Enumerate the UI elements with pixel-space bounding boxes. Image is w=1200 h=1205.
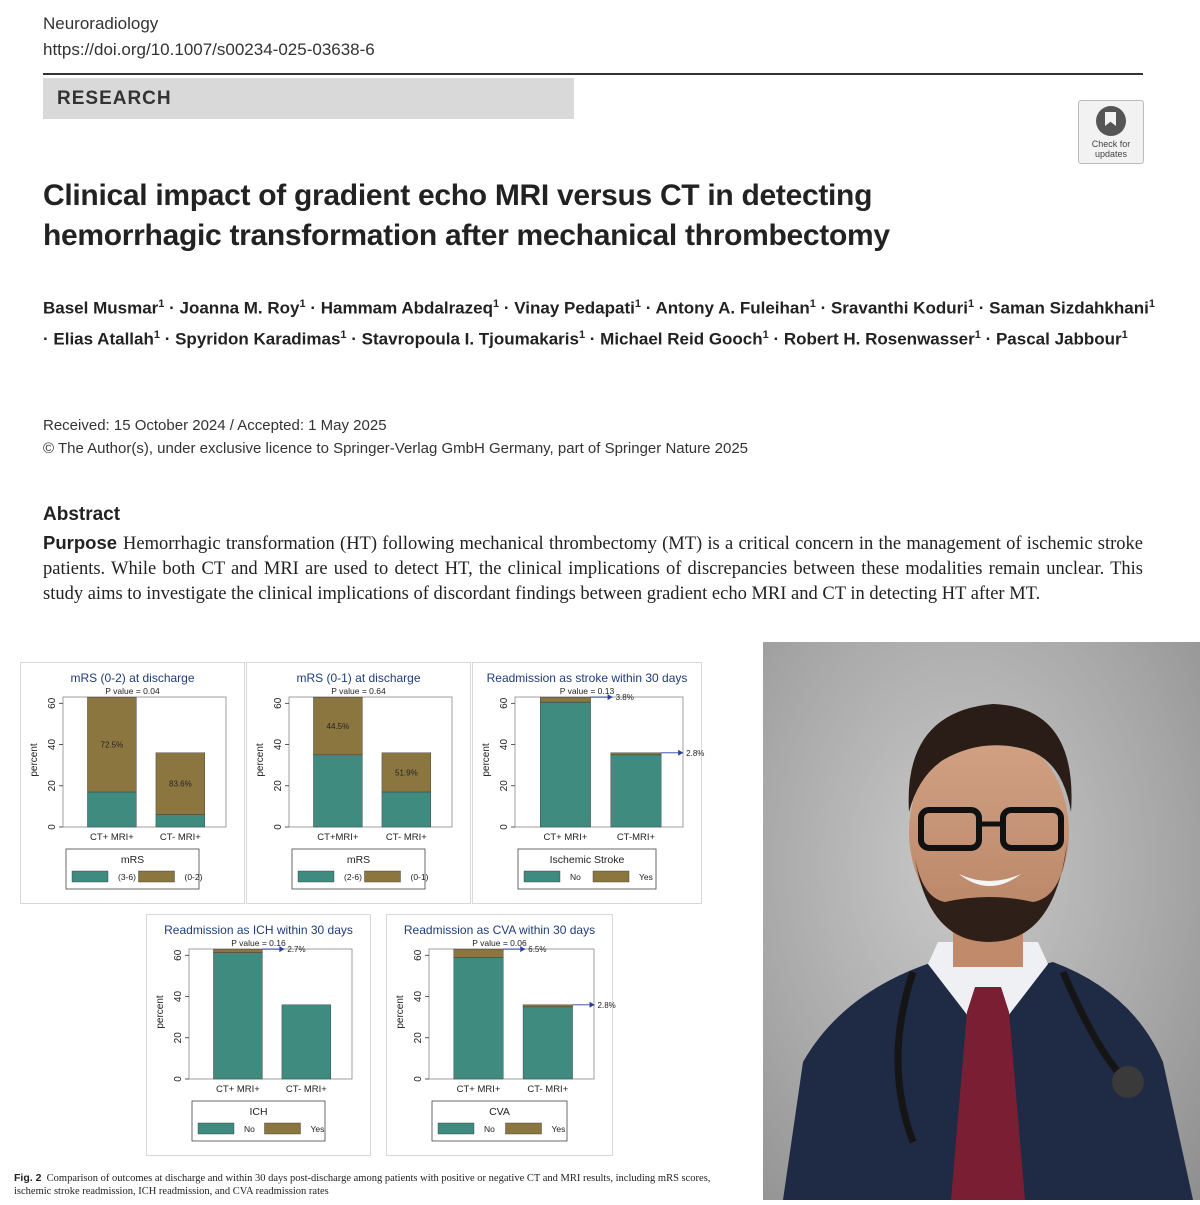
chart-cva-readmission — [387, 915, 616, 1155]
author-name: Robert H. Rosenwasser — [783, 329, 975, 349]
legend-label: (2-6) — [344, 872, 362, 882]
copyright-notice: © The Author(s), under exclusive licence to Springer-Verlag GmbH Germany, part of Springer Nature 2025 — [43, 440, 748, 457]
y-tick-label: 20 — [413, 1032, 424, 1044]
legend-swatch — [298, 871, 334, 882]
author-separator: · — [43, 329, 54, 349]
bar-No-1 — [611, 755, 661, 827]
data-label: 83.6% — [169, 779, 192, 789]
x-tick-label: CT- MRI+ — [527, 1084, 569, 1095]
author-name: Saman Sizdahkhani — [989, 298, 1149, 318]
author-name: Michael Reid Gooch — [600, 329, 763, 349]
author-name: Pascal Jabbour — [995, 329, 1122, 349]
bar-36-0 — [87, 792, 136, 827]
y-axis-label: percent — [29, 743, 40, 777]
bar-No-1 — [523, 1007, 573, 1079]
author-affiliation: 1 — [1148, 298, 1155, 310]
y-axis-label: percent — [255, 743, 266, 777]
data-label: 72.5% — [100, 740, 124, 750]
author-affiliation: 1 — [762, 328, 769, 341]
author-affiliation: 1 — [634, 298, 641, 310]
x-tick-label: CT+MRI+ — [317, 832, 359, 843]
chart-title: Readmission as CVA within 30 days — [403, 923, 596, 937]
y-tick-label: 0 — [173, 1076, 184, 1082]
data-label: 51.9% — [395, 768, 418, 778]
author-name: Basel Musmar — [43, 298, 159, 318]
y-tick-label: 40 — [413, 990, 424, 1003]
author-name: Spyridon Karadimas — [175, 329, 341, 349]
chart-panel-mrs-0-1 — [246, 662, 471, 904]
p-value: P value = 0.16 — [231, 938, 286, 948]
y-tick-label: 0 — [273, 824, 284, 830]
legend-label: No — [484, 1124, 495, 1134]
bar-No-1 — [282, 1005, 331, 1079]
data-label: 2.8% — [686, 748, 705, 758]
author-separator: · — [164, 298, 180, 318]
legend-title: mRS — [346, 854, 371, 866]
bar-26-1 — [382, 792, 431, 827]
y-axis-label: percent — [155, 995, 166, 1029]
legend-swatch — [139, 871, 175, 882]
legend-swatch — [506, 1123, 542, 1134]
author-separator: · — [499, 298, 515, 318]
bar-26-0 — [313, 755, 362, 827]
y-tick-label: 60 — [413, 949, 424, 961]
check-updates-label: Check for updates — [1091, 139, 1131, 159]
arrow-head — [678, 750, 683, 756]
author-separator: · — [980, 329, 996, 349]
bookmark-icon — [1096, 106, 1126, 136]
y-tick-label: 0 — [413, 1076, 424, 1082]
author-affiliation: 1 — [974, 328, 981, 341]
doi-link[interactable]: https://doi.org/10.1007/s00234-025-03638-6 — [43, 40, 375, 59]
y-tick-label: 60 — [273, 697, 284, 709]
y-tick-label: 20 — [47, 780, 58, 792]
check-for-updates-button[interactable] — [1078, 100, 1144, 164]
legend-swatch — [365, 871, 401, 882]
bar-Yes-0 — [540, 697, 590, 702]
bar-Yes-1 — [523, 1005, 573, 1007]
caption-label: Fig. 2 — [14, 1172, 42, 1184]
section-label: RESEARCH — [57, 88, 172, 109]
figure-caption — [14, 1172, 744, 1198]
article-title: Clinical impact of gradient echo MRI versus CT in detecting hemorrhagic transformation after mechanical thrombectomy — [43, 179, 890, 252]
data-label: 6.5% — [528, 945, 547, 955]
legend-label: (0-1) — [410, 872, 429, 882]
legend-title: mRS — [120, 854, 145, 866]
chart-title: Readmission as stroke within 30 days — [486, 671, 688, 685]
data-label: 2.7% — [287, 945, 306, 955]
p-value: P value = 0.64 — [331, 686, 386, 696]
x-tick-label: CT+ MRI+ — [215, 1084, 260, 1095]
x-tick-label: CT-MRI+ — [616, 832, 656, 843]
legend-label: (0-2) — [184, 872, 203, 882]
data-label: 44.5% — [326, 721, 350, 731]
y-axis-label: percent — [395, 995, 406, 1029]
y-tick-label: 20 — [499, 780, 510, 792]
data-label: 3.8% — [615, 693, 634, 703]
author-affiliation: 1 — [809, 298, 816, 310]
portrait-illustration — [763, 642, 1200, 1200]
chart-panel-stroke-readmission — [472, 662, 705, 904]
author-name: Antony A. Fuleihan — [655, 298, 810, 318]
author-affiliation: 1 — [1121, 328, 1128, 341]
legend-swatch — [265, 1123, 301, 1134]
legend-label: Yes — [310, 1124, 325, 1134]
x-tick-label: CT- MRI+ — [285, 1084, 327, 1095]
author-separator: · — [346, 329, 362, 349]
author-separator: · — [640, 298, 656, 318]
x-tick-label: CT+ MRI+ — [543, 832, 588, 843]
p-value: P value = 0.06 — [472, 938, 527, 948]
x-tick-label: CT- MRI+ — [385, 832, 427, 843]
chart-panel-mrs-0-2 — [20, 662, 245, 904]
p-value: P value = 0.04 — [105, 686, 160, 696]
author-separator: · — [305, 298, 321, 318]
author-name: Stavropoula I. Tjoumakaris — [361, 329, 579, 349]
legend-title: ICH — [249, 1106, 268, 1118]
author-affiliation: 1 — [299, 298, 306, 310]
author-name: Joanna M. Roy — [179, 298, 300, 318]
author-affiliation: 1 — [967, 298, 975, 310]
author-name: Vinay Pedapati — [514, 298, 635, 318]
author-separator: · — [159, 329, 176, 349]
author-affiliation: 1 — [492, 298, 500, 310]
legend-swatch — [438, 1123, 474, 1134]
y-tick-label: 20 — [173, 1032, 184, 1044]
author-name: Elias Atallah — [53, 329, 154, 349]
p-value: P value = 0.13 — [559, 686, 615, 696]
bar-Yes-0 — [454, 949, 504, 957]
abstract-purpose — [43, 530, 1143, 607]
legend-swatch — [198, 1123, 234, 1134]
data-label: 2.8% — [597, 1000, 616, 1010]
author-list — [43, 291, 1163, 352]
bar-36-1 — [156, 815, 205, 827]
header-rule — [43, 73, 1143, 75]
x-tick-label: CT+ MRI+ — [89, 832, 134, 843]
y-tick-label: 40 — [173, 990, 184, 1003]
author-separator: · — [815, 298, 831, 318]
author-separator: · — [768, 329, 784, 349]
chart-ich-readmission — [147, 915, 370, 1155]
y-tick-label: 40 — [273, 738, 284, 751]
author-affiliation: 1 — [578, 328, 586, 341]
legend-label: No — [244, 1124, 255, 1134]
x-tick-label: CT+ MRI+ — [456, 1084, 501, 1095]
chart-stroke-readmission — [473, 663, 705, 903]
chart-panel-cva-readmission — [386, 914, 616, 1156]
chart-panel-ich-readmission — [146, 914, 371, 1156]
caption-text: Comparison of outcomes at discharge and within 30 days post-discharge among patients with positive or negative CT and MRI results, including mRS scores, ischemic stroke readmission, ICH readmission, and CVA readmission rates — [14, 1173, 711, 1197]
x-tick-label: CT- MRI+ — [159, 832, 201, 843]
y-tick-label: 40 — [499, 738, 510, 751]
y-tick-label: 0 — [47, 824, 58, 830]
y-tick-label: 60 — [499, 697, 510, 709]
legend-label: No — [570, 872, 581, 882]
stethoscope-chestpiece — [1112, 1066, 1144, 1098]
journal-name: Neuroradiology — [43, 14, 159, 33]
legend-label: (3-6) — [118, 872, 136, 882]
chart-title: mRS (0-1) at discharge — [296, 671, 421, 685]
purpose-text: Hemorrhagic transformation (HT) following mechanical thrombectomy (MT) is a critical concern in the management of ischemic stroke patients. While both CT and MRI are used to detect HT, the clinical implications of discrepancies between these modalities remain unclear. This study aims to investigate the clinical implications of discordant findings between gradient echo MRI and CT in detecting HT after MT. — [43, 534, 1143, 604]
author-name: Sravanthi Koduri — [830, 298, 968, 318]
chart-mrs-0-2 — [21, 663, 244, 903]
legend-label: Yes — [639, 872, 653, 882]
bar-Yes-0 — [213, 949, 262, 953]
bar-Yes-1 — [611, 753, 661, 755]
legend-title: Ischemic Stroke — [549, 854, 625, 866]
legend-swatch — [524, 871, 560, 882]
chart-mrs-0-1 — [247, 663, 470, 903]
purpose-label: Purpose — [43, 532, 118, 553]
y-tick-label: 0 — [499, 824, 510, 830]
y-tick-label: 20 — [273, 780, 284, 792]
author-affiliation: 1 — [340, 328, 347, 341]
author-portrait — [763, 642, 1200, 1200]
author-name: Hammam Abdalrazeq — [320, 298, 493, 318]
author-affiliation: 1 — [153, 328, 160, 341]
chart-title: mRS (0-2) at discharge — [70, 671, 195, 685]
bar-No-0 — [540, 702, 590, 827]
author-separator: · — [974, 298, 990, 318]
y-tick-label: 60 — [173, 949, 184, 961]
abstract-heading: Abstract — [43, 504, 121, 525]
bar-No-0 — [213, 953, 262, 1079]
y-tick-label: 40 — [47, 738, 58, 751]
author-separator: · — [585, 329, 601, 349]
legend-swatch — [593, 871, 629, 882]
article-dates: Received: 15 October 2024 / Accepted: 1 May 2025 — [43, 417, 387, 434]
y-axis-label: percent — [481, 743, 492, 777]
y-tick-label: 60 — [47, 697, 58, 709]
legend-title: CVA — [489, 1106, 510, 1118]
legend-label: Yes — [551, 1124, 566, 1134]
bar-No-0 — [454, 958, 504, 1079]
author-affiliation: 1 — [158, 298, 165, 310]
legend-swatch — [72, 871, 108, 882]
chart-title: Readmission as ICH within 30 days — [164, 923, 353, 937]
